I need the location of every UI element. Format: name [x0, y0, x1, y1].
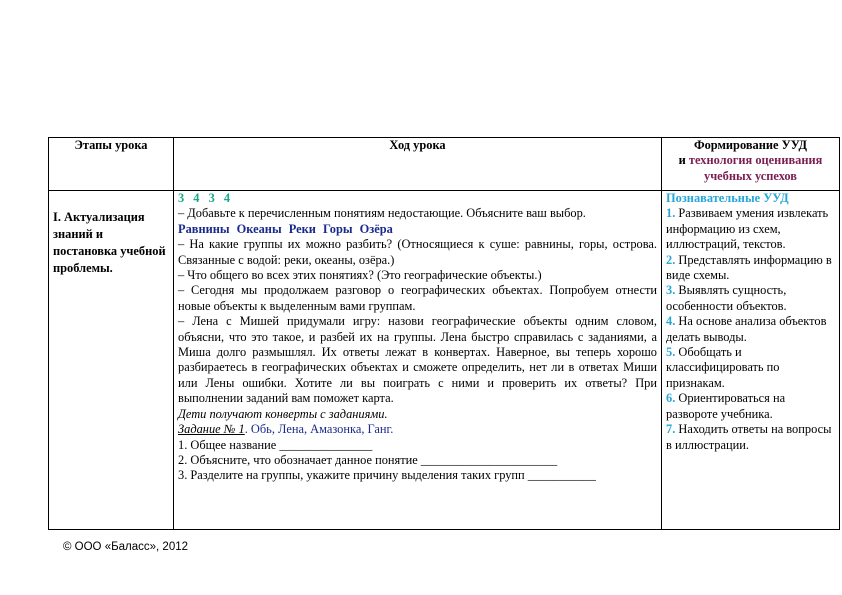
header-uud-and: и: [678, 153, 686, 168]
task-question: 1. Общее название _______________: [178, 437, 373, 452]
course-paragraph: – Добавьте к перечисленным понятиям недостающие. Объясните ваш выбор.: [178, 206, 586, 221]
uud-item-text: Находить ответы на вопросы в иллюстрации.: [666, 422, 832, 452]
lesson-table: [48, 137, 840, 530]
uud-item-text: Ориентироваться на развороте учебника.: [666, 391, 786, 421]
uud-item-num: 6.: [666, 391, 676, 406]
course-paragraph: – Лена с Мишей придумали игру: назови географические объекты одним словом, объясни, что это такое, и разбей их на группы. Лена быстро справилась с заданиями, а Миша долго размышлял. Их ответы лежат в конвертах. Наверное, вы теперь хорошо разбираетесь в географических объектах и сможете определить, нет ли в ответах Миши или Лены ошибки. Хотите ли вы поиграть с ними и проверить их ответы? При выполнении заданий вам поможет карта.: [178, 314, 657, 406]
uud-item: [666, 206, 835, 252]
uud-item-num: 5.: [666, 345, 676, 360]
task-question: 3. Разделите на группы, укажите причину выделения таких групп ___________: [178, 468, 596, 483]
course-concepts: Равнины Океаны Реки Горы Озёра: [178, 221, 393, 236]
header-uud-tech: технология оценивания: [688, 153, 823, 168]
uud-item: [666, 422, 835, 453]
uud-item: [666, 283, 835, 314]
course-paragraph: – Что общего во всех этих понятиях? (Это географические объекты.): [178, 268, 542, 283]
uud-item: [666, 253, 835, 284]
uud-item-num: 2.: [666, 252, 676, 267]
uud-item-num: 3.: [666, 283, 676, 298]
stage-cell: I. Актуализация знаний и постановка учебной проблемы.: [49, 191, 174, 530]
header-uud-line3: учебных успехов: [704, 168, 797, 183]
task-items: . Обь, Лена, Амазонка, Ганг.: [244, 422, 394, 437]
course-cell: [174, 191, 662, 530]
uud-item-num: 7.: [666, 422, 676, 437]
course-paragraph: – Сегодня мы продолжаем разговор о географических объектах. Попробуем отнести новые объекты к выделенным вами группам.: [178, 283, 657, 313]
uud-item-text: Выявлять сущность, особенности объектов.: [666, 283, 787, 313]
copyright-footer: © ООО «Баласс», 2012: [63, 541, 189, 553]
uud-item: [666, 345, 835, 391]
uud-item: [666, 391, 835, 422]
uud-item-num: 4.: [666, 314, 676, 329]
task-title: Задание № 1: [178, 422, 245, 437]
uud-item-text: Представлять информацию в виде схемы.: [666, 252, 832, 283]
course-numbers: 3 4 3 4: [178, 191, 234, 205]
uud-item-num: 1.: [666, 206, 676, 221]
header-uud-line1: Формирование УУД: [693, 138, 808, 152]
table-row: [49, 191, 840, 530]
course-note: Дети получают конверты с заданиями.: [178, 406, 388, 421]
uud-item: [666, 314, 835, 345]
header-uud: [662, 138, 840, 191]
uud-item-text: Обобщать и классифицировать по признакам.: [666, 345, 780, 390]
table-header-row: [49, 138, 840, 191]
header-course: Ход урока: [174, 138, 662, 191]
uud-title: Познавательные УУД: [666, 191, 789, 205]
uud-item-text: Развиваем умения извлекать информацию из схем, иллюстраций, текстов.: [666, 206, 829, 252]
task-line: [178, 422, 657, 437]
course-paragraph: – На какие группы их можно разбить? (Относящиеся к суше: равнины, горы, острова. Связанные с водой: реки, океаны, озёра.): [178, 237, 657, 267]
uud-cell: [662, 191, 840, 530]
uud-item-text: На основе анализа объектов делать выводы.: [666, 314, 827, 344]
header-stages: Этапы урока: [49, 138, 174, 191]
task-question: 2. Объясните, что обозначает данное понятие ______________________: [178, 452, 558, 467]
